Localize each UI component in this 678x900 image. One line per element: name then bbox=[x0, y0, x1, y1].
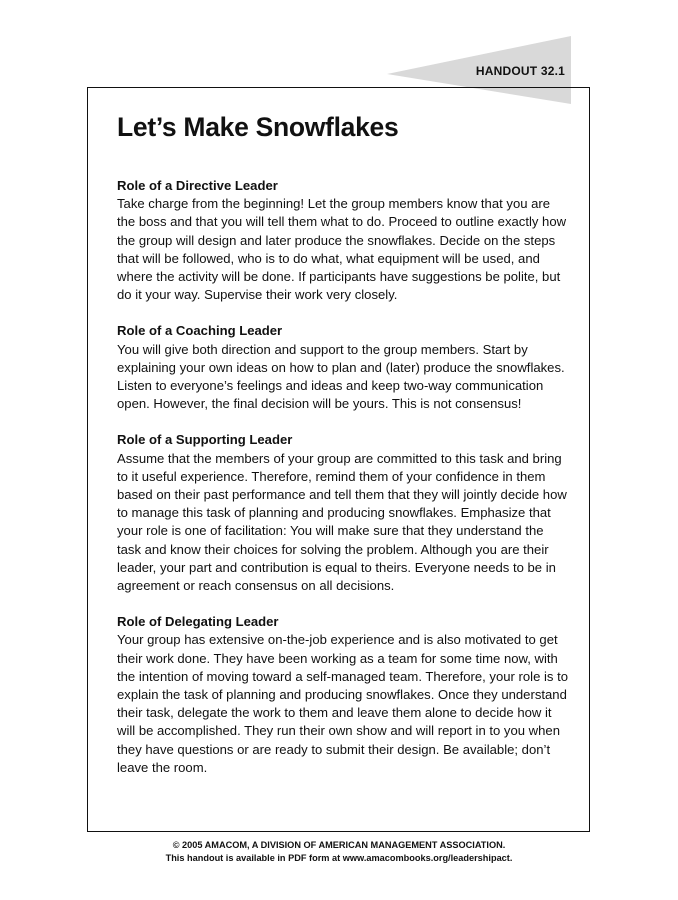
section-body: Assume that the members of your group are committed to this task and bring to it useful experience. Therefore, remind them of your confidence in them based on their past performance and tell them that they will jointly decide how to manage this task of planning and producing snowflakes. Emphasize that your role is one of facilitation: You will make sure that they understand the task and know their choices for solving the problem. Although you are their leader, your part and contribution is equal to theirs. Everyone needs to be in agreement or reach consensus on all decisions. bbox=[117, 450, 567, 594]
section-delegating-leader bbox=[117, 613, 569, 777]
section-body: Take charge from the beginning! Let the group members know that you are the boss and that you will tell them what to do. Proceed to outline exactly how the group will design and later produce the snowflakes. Decide on the steps that will be followed, who is to do what, what equipment will be used, and where the activity will be done. If participants have suggestions be polite, but do it your way. Supervise their work very closely. bbox=[117, 196, 567, 303]
pdf-availability-line: This handout is available in PDF form at www.amacombooks.org/leadershipact. bbox=[165, 853, 513, 863]
section-body: Your group has extensive on-the-job experience and is also motivated to get their work done. They have been working as a team for some time now, with the intention of moving toward a self-managed team. Therefore, your role is to explain the task of planning and producing snowflakes. Once they understand their task, delegate the work to them and leave them alone to decide how it will be accomplished. They run their own show and will report in to you when they have questions or are ready to submit their design. Be available; don’t leave the room. bbox=[117, 632, 569, 775]
section-supporting-leader bbox=[117, 431, 569, 595]
section-coaching-leader bbox=[117, 322, 569, 413]
section-body: You will give both direction and support to the group members. Start by explaining your own ideas on how to plan and (later) produce the snowflakes. Listen to everyone’s feelings and ideas and keep two-way communication open. However, the final decision will be yours. This is not consensus! bbox=[117, 341, 565, 412]
page-title: Let’s Make Snowflakes bbox=[117, 112, 399, 142]
section-heading: Role of a Coaching Leader bbox=[117, 323, 283, 339]
handout-content bbox=[117, 110, 569, 777]
section-directive-leader bbox=[117, 177, 569, 304]
copyright-line: © 2005 AMACOM, A DIVISION OF AMERICAN MANAGEMENT ASSOCIATION. bbox=[172, 840, 506, 850]
section-heading: Role of a Directive Leader bbox=[117, 178, 278, 193]
handout-label: HANDOUT 32.1 bbox=[475, 64, 565, 78]
page-footer bbox=[0, 839, 678, 865]
section-heading: Role of Delegating Leader bbox=[117, 614, 279, 630]
section-heading: Role of a Supporting Leader bbox=[117, 432, 293, 448]
